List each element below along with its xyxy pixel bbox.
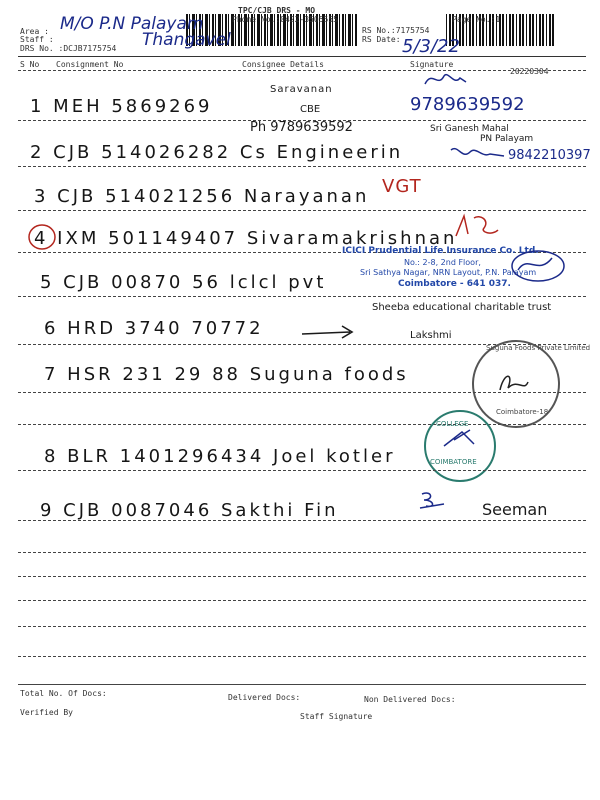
row1-extra: Saravanan	[270, 84, 333, 95]
icici-stamp-line1: ICICI Prudential Life Insurance Co. Ltd.	[342, 246, 539, 256]
icici-stamp-line2: No.: 2-8, 2nd Floor,	[404, 258, 481, 267]
suguna-stamp-text: Suguna Foods Private Limited	[486, 344, 591, 352]
col-consignee: Consignee Details	[242, 60, 324, 69]
column-divider	[18, 70, 586, 71]
row5-signature	[508, 246, 570, 286]
row-line-11	[18, 552, 586, 553]
staff-label: Staff :	[20, 35, 54, 44]
icici-stamp-line3: Sri Sathya Nagar, NRN Layout, P.N. Palayam	[360, 268, 537, 277]
row1-phone: 9789639592	[410, 94, 525, 115]
row6-note: Sheeba educational charitable trust	[372, 302, 552, 313]
college-stamp-text: COLLEGE	[436, 420, 469, 428]
phone-number: Phone No.:0422-3505555	[232, 15, 338, 24]
row2-phone: 9842210397	[508, 148, 591, 163]
row3-consignment: 3 CJB 514021256 Narayanan	[34, 186, 370, 207]
delivered-docs-label: Delivered Docs:	[228, 693, 301, 702]
header-divider	[18, 56, 586, 57]
row-line-3	[18, 210, 586, 211]
staff-signature-label: Staff Signature	[300, 712, 373, 721]
drs-number: DRS No. :DCJB7175754	[20, 44, 117, 53]
row3-signature: VGT	[382, 176, 422, 197]
row-line-15	[18, 656, 586, 657]
row-line-12	[18, 576, 586, 577]
page-number: Page No.:1	[452, 15, 501, 24]
rs-date-label: RS Date:	[362, 35, 401, 44]
col-consignment: Consignment No	[56, 60, 124, 69]
row9-consignment: 9 CJB 0087046 Sakthi Fin	[40, 500, 339, 521]
row-line-1	[18, 120, 586, 121]
row1-sub: Ph 9789639592	[250, 120, 353, 135]
college-stamp-city: COIMBATORE	[430, 458, 477, 466]
row9-mark	[418, 488, 448, 512]
row-line-7	[18, 392, 586, 393]
col-signature: Signature	[410, 60, 454, 69]
row-line-14	[18, 626, 586, 627]
icici-stamp-line4: Coimbatore - 641 037.	[398, 279, 511, 289]
col-date-code: 20220304	[510, 67, 549, 76]
form-title: TPC/CJB DRS - MO	[238, 6, 316, 15]
handwritten-staff: Thangavel	[142, 30, 231, 50]
row-line-10	[18, 520, 586, 521]
handwritten-date: 5/3/22	[402, 36, 460, 57]
area-label: Area :	[20, 27, 49, 36]
handwritten-area: M/O P.N Palayam	[60, 14, 204, 34]
total-docs-label: Total No. Of Docs:	[20, 689, 107, 698]
row1-extra2: CBE	[300, 104, 321, 115]
arrow-icon	[300, 322, 360, 342]
row-line-13	[18, 600, 586, 601]
row1-note2: PN Palayam	[480, 134, 534, 144]
row5-consignment: 5 CJB 00870 56 lclcl pvt	[40, 272, 327, 293]
verified-by-label: Verified By	[20, 708, 73, 717]
row-line-5	[18, 296, 586, 297]
row1-consignment: 1 MEH 5869269	[30, 96, 213, 117]
row2-signature	[448, 140, 508, 166]
row-line-2	[18, 166, 586, 167]
suguna-stamp-city: Coimbatore-18	[496, 408, 549, 416]
row1-note: Sri Ganesh Mahal	[430, 124, 509, 134]
row-line-8	[18, 424, 586, 425]
row9-signature: Seeman	[482, 500, 548, 519]
row7-signature	[494, 368, 534, 398]
rs-number: RS No.:7175754	[362, 26, 430, 35]
non-delivered-docs-label: Non Delivered Docs:	[364, 695, 456, 704]
row4-signature	[450, 212, 510, 242]
footer-divider	[18, 684, 586, 685]
row4-consignment: 4 IXM 501149407 Sivaramakrishnan	[34, 228, 458, 249]
row6-consignment: 6 HRD 3740 70772	[44, 318, 264, 339]
row2-consignment: 2 CJB 514026282 Cs Engineerin	[30, 142, 404, 163]
row6-note2: Lakshmi	[410, 330, 452, 341]
row8-signature	[440, 424, 480, 454]
row1-signature	[420, 66, 470, 94]
row8-consignment: 8 BLR 1401296434 Joel kotler	[44, 446, 396, 467]
row7-consignment: 7 HSR 231 29 88 Suguna foods	[44, 364, 409, 385]
col-sno: S No	[20, 60, 40, 69]
row-line-9	[18, 470, 586, 471]
